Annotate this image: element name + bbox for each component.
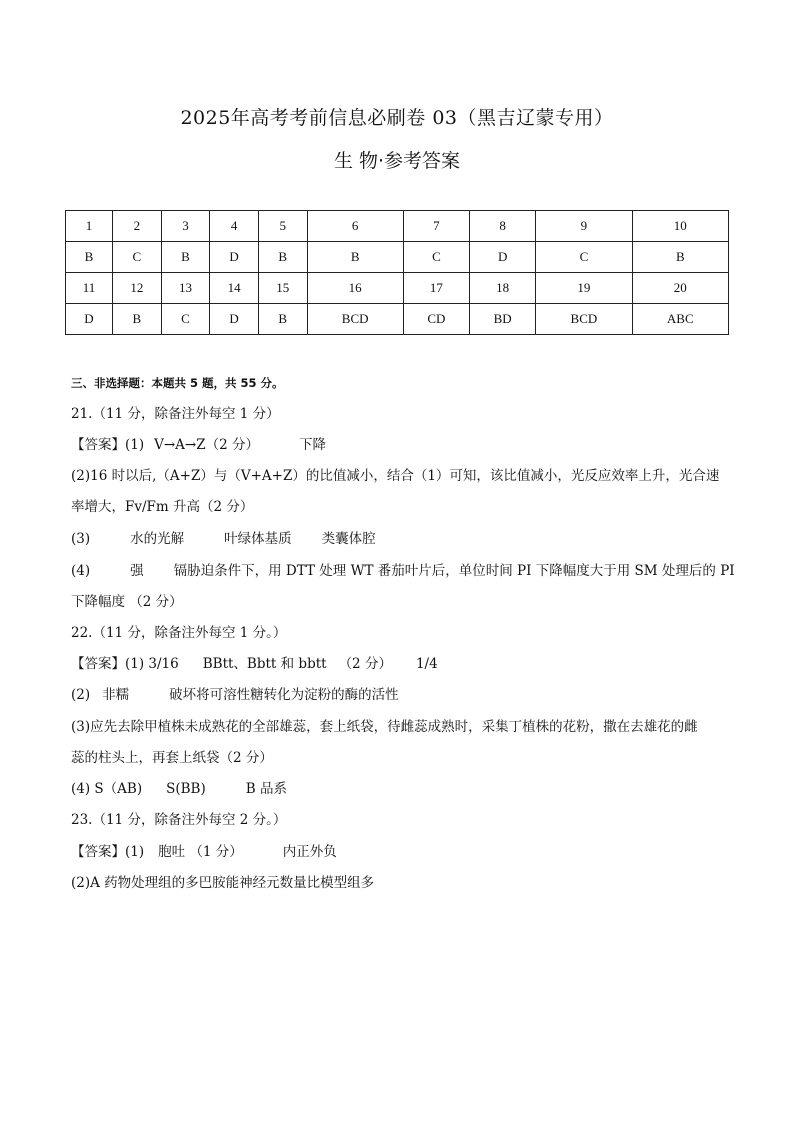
question-number-cell: 7 [403,211,469,242]
q22-answer-4-blank-1: (4) S（AB) [71,781,143,797]
question-number-cell: 9 [536,211,632,242]
q23-answer-1 [71,842,731,862]
q22-answer-2 [71,685,731,705]
q21-answer-1 [71,435,731,455]
question-number-cell: 6 [307,211,403,242]
question-number-cell: 3 [161,211,210,242]
answer-cell: B [161,242,210,273]
page-title: 2025年高考考前信息必刷卷 03（黑吉辽蒙专用） [180,107,614,129]
q21-answer-3 [71,529,731,549]
answer-cell: D [66,304,113,335]
question-number-cell: 8 [470,211,536,242]
answer-cell: B [632,242,728,273]
question-number-cell: 12 [113,273,162,304]
q21-answer-4-line-2: 下降幅度 （2 分） [71,594,183,610]
q22-answer-2-blank-2: 破坏将可溶性糖转化为淀粉的酶的活性 [169,687,399,703]
answer-cell: B [258,242,307,273]
q23-heading: 23.（11 分，除备注外每空 2 分。） [71,812,287,828]
q21-heading: 21.（11 分，除备注外每空 1 分） [71,406,280,422]
answer-table-answer-row [66,304,729,335]
answer-table-number-row [66,211,729,242]
question-number-cell: 15 [258,273,307,304]
q22-answer-4-blank-2: S(BB) [166,781,206,797]
question-number-cell: 16 [307,273,403,304]
q21-answer-4-blank-2: 镉胁迫条件下，用 DTT 处理 WT 番茄叶片后，单位时间 PI 下降幅度大于用 SM 处理后的 PI [173,563,735,579]
question-number-cell: 19 [536,273,632,304]
q21-answer-4-blank-1: 强 [130,563,144,579]
q23-answer-1-prefix: 【答案】(1) [71,844,145,860]
answer-cell: D [470,242,536,273]
q22-answer-4 [71,779,731,799]
answer-cell: BCD [307,304,403,335]
q21-answer-3-blank-3: 类囊体腔 [321,531,376,547]
q22-answer-1-blank-1: BBtt、Bbtt 和 bbtt [202,656,327,672]
answer-cell: C [536,242,632,273]
question-number-cell: 4 [210,211,259,242]
answer-cell: ABC [632,304,728,335]
question-number-cell: 13 [161,273,210,304]
answer-cell: C [161,304,210,335]
q22-answer-1-prefix: 【答案】(1) 3/16 [71,656,179,672]
q22-answer-2-label: (2) [71,687,91,703]
q21-answer-3-label: (3) [71,531,91,547]
q21-answer-1-prefix: 【答案】(1) [71,437,145,453]
answer-cell: D [210,304,259,335]
q22-answer-3-line-2: 蕊的柱头上，再套上纸袋（2 分） [71,750,273,766]
question-number-cell: 14 [210,273,259,304]
answer-cell: B [258,304,307,335]
q22-answer-1-blank-2: 1/4 [415,656,438,672]
answer-cell: B [66,242,113,273]
answer-table-answer-row [66,242,729,273]
q22-answer-2-blank-1: 非糯 [102,687,130,703]
q21-answer-4-label: (4) [71,563,91,579]
q21-answer-3-blank-2: 叶绿体基质 [224,531,292,547]
question-number-cell: 1 [66,211,113,242]
q22-answer-1 [71,654,731,674]
q21-answer-3-blank-1: 水的光解 [130,531,185,547]
q21-answer-1-blank-1: V→A→Z（2 分） [154,437,260,453]
q22-answer-1-score: （2 分） [338,656,392,672]
answer-table [65,210,729,335]
q21-answer-2-line-2: 率增大，Fv/Fm 升高（2 分） [71,499,254,515]
question-number-cell: 11 [66,273,113,304]
q23-answer-1-blank-1: 胞吐 （1 分） [158,844,243,860]
question-number-cell: 17 [403,273,469,304]
answer-cell: B [307,242,403,273]
section-heading: 三、非选择题：本题共 5 题，共 55 分。 [71,376,284,390]
answer-cell: D [210,242,259,273]
q22-answer-3-line-1: (3)应先去除甲植株未成熟花的全部雄蕊，套上纸袋，待雌蕊成熟时，采集丁植株的花粉，撒在去雄花的雌 [71,719,698,735]
page-subtitle: 生 物·参考答案 [333,150,461,172]
q21-answer-1-blank-2: 下降 [299,437,327,453]
question-number-cell: 20 [632,273,728,304]
q22-heading: 22.（11 分，除备注外每空 1 分。） [71,625,287,641]
question-number-cell: 5 [258,211,307,242]
q22-answer-4-blank-3: B 品系 [245,781,287,797]
answer-table-number-row [66,273,729,304]
answer-cell: BCD [536,304,632,335]
answer-cell: BD [470,304,536,335]
question-number-cell: 2 [113,211,162,242]
answer-cell: C [403,242,469,273]
question-number-cell: 18 [470,273,536,304]
q23-answer-2-line-1: (2)A 药物处理组的多巴胺能神经元数量比模型组多 [71,875,375,891]
answer-cell: B [113,304,162,335]
answer-cell: CD [403,304,469,335]
answer-cell: C [113,242,162,273]
q23-answer-1-blank-2: 内正外负 [282,844,337,860]
q21-answer-2-line-1: (2)16 时以后,（A+Z）与（V+A+Z）的比值减小，结合（1）可知，该比值减小，光反应效率上升，光合速 [71,468,720,484]
question-number-cell: 10 [632,211,728,242]
q21-answer-4 [71,561,735,581]
